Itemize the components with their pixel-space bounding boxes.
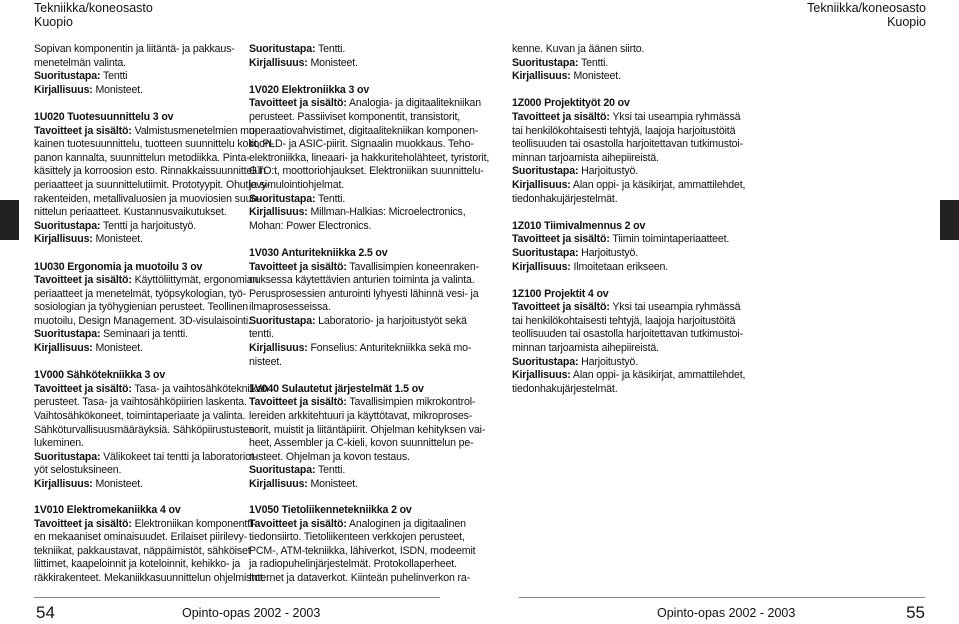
- course-title: 1U020 Tuotesuunnittelu 3 ov: [34, 110, 174, 123]
- body-text-line: en mekaaniset ominaisuudet. Erilaiset piirilevy-: [34, 531, 248, 544]
- running-header-right: [807, 1, 926, 29]
- footer-rule-left: [34, 597, 440, 598]
- field-value: Tentti.: [580, 56, 609, 69]
- field-line: [249, 396, 476, 410]
- field-value: Alan oppi- ja käsikirjat, ammattilehdet,: [572, 369, 746, 382]
- field-label: Suoritustapa:: [512, 56, 579, 69]
- field-line: [249, 478, 451, 492]
- body-text-line: käsittely ja korroosion esto. Rinnakkaissuunnittelun: [34, 165, 266, 178]
- body-text-line: Perusprosessien anturointi lyhyesti lähinnä vesi- ja: [249, 287, 479, 300]
- body-text-line: GTO:t, moottoriohjaukset. Elektroniikan suunnittelu-: [249, 165, 484, 178]
- body-text-line: panon kannalta, suunnittelun metodiikka. Pinta-: [34, 151, 250, 164]
- body-text-line: nittelun periaatteet. Kustannusvaikutukset.: [34, 206, 227, 219]
- paragraph-gap: [249, 369, 451, 383]
- field-line: [249, 260, 479, 275]
- field-line: [249, 57, 451, 71]
- body-text-line: kenne. Kuvan ja äänen siirto.: [512, 43, 645, 55]
- field-label: Kirjallisuus:: [249, 56, 308, 69]
- field-line: [34, 274, 259, 288]
- field-line: [34, 517, 256, 532]
- field-label: Kirjallisuus:: [34, 233, 93, 246]
- body-text-line: tentti.: [249, 328, 274, 341]
- body-text-line: kainen tuotesuunnittelu, tuotteen suunnittelu kokoon-: [34, 138, 275, 151]
- field-value: Laboratorio- ja harjoitustyöt sekä: [318, 314, 467, 327]
- body-text-line: tit, PLD- ja ASIC-piirit. Signaalin muokkaus. Teho-: [249, 138, 474, 151]
- body-text-line: periaatteet ja menetelmät, työpsykologian, työ-: [34, 287, 247, 300]
- body-text-line: teollisuuden tai osastolla harjoitettavan tutkimustoi-: [512, 138, 743, 151]
- field-line: [249, 193, 451, 207]
- field-line: [512, 301, 741, 315]
- text-column-left-page-bottom: [34, 504, 266, 586]
- header-location: Kuopio: [34, 15, 73, 29]
- field-value: Harjoitustyö.: [581, 165, 639, 178]
- body-text-line: nuksessa käytettävien anturien toiminta ja valinta.: [249, 274, 475, 287]
- body-text-line: Sähköturvallisuusmääräyksiä. Sähköpiirustusten: [34, 423, 255, 436]
- field-label: Tavoitteet ja sisältö:: [34, 517, 132, 530]
- field-value: Monisteet.: [310, 56, 358, 69]
- header-location: Kuopio: [887, 15, 926, 29]
- field-line: [34, 70, 237, 84]
- field-value: Monisteet.: [95, 233, 143, 246]
- field-label: Tavoitteet ja sisältö:: [249, 97, 347, 110]
- body-text-line: sorit, muistit ja liitäntäpiirit. Ohjelman kehityksen vai-: [249, 423, 486, 436]
- course-title: 1Z100 Projektit 4 ov: [512, 287, 609, 300]
- field-value: Elektroniikan komponentti-: [134, 517, 256, 530]
- field-value: Monisteet.: [95, 478, 143, 490]
- paragraph-gap: [249, 70, 451, 84]
- body-text-line: tai henkilökohtaisesti tehtyjä, laajoja harjoitustöitä: [512, 314, 736, 327]
- body-text-line: lukeminen.: [34, 437, 84, 450]
- text-column-right-page: [512, 43, 746, 396]
- field-line: [34, 124, 258, 139]
- body-text-line: lereiden arkkitehtuuri ja käyttötavat, mikroproses-: [249, 410, 473, 423]
- body-text-line: PCM-, ATM-tekniikka, lähiverkot, ISDN, modeemit: [249, 544, 476, 557]
- field-value: Valmistusmenetelmien mu-: [134, 124, 258, 137]
- header-department: Tekniikka/koneosasto: [807, 1, 926, 15]
- body-text-line: Mohan: Power Electronics.: [249, 219, 372, 232]
- footer-title-left: Opinto-opas 2002 - 2003: [182, 606, 321, 620]
- running-header-left: [34, 1, 153, 29]
- body-text-line: ilmaprosesseissa.: [249, 301, 331, 314]
- field-label: Suoritustapa:: [249, 43, 316, 55]
- field-line: [512, 261, 716, 275]
- body-text-line: tai henkilökohtaisesti tehtyjä, laajoja harjoitustöitä: [512, 124, 736, 137]
- field-label: Kirjallisuus:: [512, 178, 571, 191]
- field-value: Seminaari ja tentti.: [103, 328, 188, 341]
- course-title: 1V000 Sähkötekniikka 3 ov: [34, 369, 166, 382]
- field-value: Analoginen ja digitaalinen: [348, 517, 466, 530]
- page-number-left: 54: [36, 603, 55, 622]
- field-line: [249, 464, 451, 478]
- body-text-line: räkkirakenteet. Mekaniikkasuunnittelun ohjelmistot.: [34, 571, 266, 584]
- body-text-line: heet, Assembler ja C-kieli, kovon suunnittelun pe-: [249, 437, 474, 450]
- thumb-index-tab-left: [0, 200, 19, 240]
- body-text-line: perusteet. Passiiviset komponentit, transistorit,: [249, 110, 461, 123]
- body-text-line: ja radiopuhelinjärjestelmät. Protokollaperheet.: [249, 558, 457, 571]
- field-line: [249, 314, 467, 329]
- body-text-line: teollisuuden tai osastolla harjoitettavan tutkimustoi-: [512, 328, 743, 341]
- field-label: Kirjallisuus:: [512, 260, 571, 273]
- paragraph-gap: [249, 233, 451, 247]
- body-text-line: minnan tarjoamista aihepiireistä.: [512, 151, 659, 164]
- body-text-line: Sopivan komponentin ja liitäntä- ja pakkaus-: [34, 43, 235, 55]
- field-line: [512, 57, 716, 71]
- field-line: [249, 206, 466, 220]
- text-column-left-page-second: [249, 43, 490, 492]
- course-title: 1Z010 Tiimivalmennus 2 ov: [512, 219, 646, 232]
- field-value: Tiimin toimintaperiaatteet.: [612, 233, 730, 246]
- paragraph-gap: [512, 84, 716, 98]
- footer-title-right: Opinto-opas 2002 - 2003: [657, 606, 796, 620]
- field-value: Monisteet.: [95, 83, 143, 96]
- field-line: [34, 478, 237, 492]
- field-label: Tavoitteet ja sisältö:: [34, 382, 132, 395]
- field-label: Kirjallisuus:: [512, 70, 571, 83]
- text-column-left-page-second-bottom: [249, 504, 476, 586]
- field-line: [249, 517, 466, 532]
- field-value: Tentti.: [317, 43, 346, 55]
- field-line: [512, 178, 746, 193]
- field-line: [512, 165, 716, 179]
- body-text-line: ja simulointiohjelmat.: [249, 178, 345, 191]
- paragraph-gap: [34, 356, 237, 370]
- field-line: [249, 43, 451, 57]
- field-value: Yksi tai useampia ryhmässä: [612, 110, 741, 123]
- paragraph-gap: [34, 97, 237, 111]
- field-label: Tavoitteet ja sisältö:: [512, 110, 610, 123]
- field-label: Kirjallisuus:: [249, 206, 308, 219]
- field-value: Käyttöliittymät, ergonomian: [134, 274, 259, 287]
- paragraph-gap: [512, 206, 716, 220]
- field-label: Tavoitteet ja sisältö:: [249, 517, 347, 530]
- body-text-line: muotoilu, Design Management. 3D-visulaisointi.: [34, 314, 251, 327]
- field-label: Suoritustapa:: [512, 355, 579, 368]
- course-title: 1V010 Elektromekaniikka 4 ov: [34, 504, 181, 516]
- field-line: [34, 84, 237, 98]
- field-value: Monisteet.: [95, 342, 143, 355]
- field-value: Tavallisimpien mikrokontrol-: [349, 396, 476, 409]
- body-text-line: elektroniikka, lineaari- ja hakkuriteholähteet, tyristorit,: [249, 151, 490, 164]
- body-text-line: rakenteiden, metallivaluosien ja muoviosien suun-: [34, 192, 261, 205]
- field-value: Tentti.: [317, 192, 346, 205]
- body-text-line: menetelmän valinta.: [34, 56, 126, 69]
- course-title: 1V020 Elektroniikka 3 ov: [249, 83, 370, 96]
- field-label: Suoritustapa:: [512, 165, 579, 178]
- body-text-line: periaatteet ja suunnittelutiimit. Prototyypit. Ohutlevy-: [34, 178, 270, 191]
- field-line: [512, 369, 746, 383]
- field-label: Kirjallisuus:: [249, 342, 308, 355]
- body-text-line: tiedonsiirto. Tietoliikenteen verkkojen perusteet,: [249, 531, 465, 544]
- body-text-line: tiedonhakujärjestelmät.: [512, 192, 618, 205]
- field-value: Fonselius: Anturitekniikka sekä mo-: [310, 342, 472, 355]
- body-text-line: Internet ja dataverkot. Kiinteän puhelinverkon ra-: [249, 571, 470, 584]
- field-label: Kirjallisuus:: [512, 369, 571, 382]
- field-label: Kirjallisuus:: [34, 83, 93, 96]
- course-title: 1V030 Anturitekniikka 2.5 ov: [249, 246, 388, 259]
- field-value: Ilmoitetaan erikseen.: [573, 260, 669, 273]
- field-line: [512, 110, 741, 125]
- field-value: Harjoitustyö.: [581, 355, 639, 368]
- body-text-line: operaatiovahvistimet, digitaalitekniikan komponen-: [249, 124, 479, 137]
- field-line: [512, 70, 716, 84]
- field-line: [512, 247, 716, 261]
- field-line: [34, 220, 237, 234]
- field-line: [512, 356, 716, 370]
- text-column-left-page: [34, 43, 275, 492]
- field-value: Tentti ja harjoitustyö.: [102, 219, 197, 232]
- field-line: [249, 97, 481, 111]
- field-line: [34, 328, 237, 342]
- body-text-line: rusteet. Ohjelman ja kovon testaus.: [249, 450, 410, 463]
- field-value: Tavallisimpien koneenraken-: [349, 260, 479, 273]
- field-line: [34, 233, 237, 247]
- field-line: [34, 450, 258, 465]
- footer-rule-right: [519, 597, 925, 598]
- field-value: Monisteet.: [573, 70, 621, 83]
- field-line: [34, 382, 269, 397]
- body-text-line: nisteet.: [249, 355, 282, 368]
- field-label: Suoritustapa:: [34, 450, 101, 463]
- field-value: Monisteet.: [310, 478, 358, 490]
- field-label: Suoritustapa:: [249, 464, 316, 477]
- field-label: Suoritustapa:: [249, 192, 316, 205]
- field-label: Kirjallisuus:: [249, 478, 308, 490]
- field-label: Kirjallisuus:: [34, 478, 93, 490]
- course-title: 1V050 Tietoliikennetekniikka 2 ov: [249, 504, 412, 516]
- paragraph-gap: [512, 274, 716, 288]
- body-text-line: tekniikat, pakkaustavat, näppäimistöt, sähköiset: [34, 544, 251, 557]
- field-value: Tasa- ja vaihtosähkötekniikan: [134, 382, 269, 395]
- field-label: Suoritustapa:: [34, 70, 101, 83]
- field-label: Tavoitteet ja sisältö:: [34, 124, 132, 137]
- field-label: Tavoitteet ja sisältö:: [512, 301, 610, 314]
- field-label: Tavoitteet ja sisältö:: [512, 233, 610, 246]
- course-title: 1U030 Ergonomia ja muotoilu 3 ov: [34, 260, 203, 273]
- field-value: Alan oppi- ja käsikirjat, ammattilehdet,: [572, 178, 746, 191]
- field-value: Tentti.: [317, 464, 346, 477]
- field-label: Suoritustapa:: [512, 246, 579, 259]
- field-label: Tavoitteet ja sisältö:: [249, 260, 347, 273]
- header-department: Tekniikka/koneosasto: [34, 1, 153, 15]
- body-text-line: liittimet, kaapeloinnit ja koteloinnit, kehikko- ja: [34, 558, 241, 571]
- field-label: Tavoitteet ja sisältö:: [249, 396, 347, 409]
- page-number-right: 55: [906, 603, 925, 622]
- course-title: 1Z000 Projektityöt 20 ov: [512, 97, 630, 110]
- field-label: Tavoitteet ja sisältö:: [34, 274, 132, 287]
- field-line: [34, 342, 237, 356]
- field-label: Suoritustapa:: [34, 328, 101, 341]
- body-text-line: sosiologian ja työhygienian perusteet. Teollinen: [34, 301, 249, 314]
- field-label: Kirjallisuus:: [34, 342, 93, 355]
- field-value: Välikokeet tai tentti ja laboratoriot-: [103, 450, 258, 463]
- thumb-index-tab-right: [940, 200, 959, 240]
- field-label: Suoritustapa:: [34, 219, 101, 232]
- field-label: Suoritustapa:: [249, 314, 316, 327]
- field-value: Analogia- ja digitaalitekniikan: [348, 97, 481, 110]
- field-line: [512, 233, 730, 247]
- field-value: Harjoitustyö.: [581, 246, 639, 259]
- body-text-line: perusteet. Tasa- ja vaihtosähköpiirien laskenta.: [34, 396, 247, 409]
- body-text-line: minnan tarjoamista aihepiireistä.: [512, 342, 659, 355]
- field-value: Tentti: [102, 70, 128, 83]
- field-value: Yksi tai useampia ryhmässä: [612, 301, 741, 314]
- body-text-line: tiedonhakujärjestelmät.: [512, 382, 618, 395]
- body-text-line: Vaihtosähkökoneet, toimintaperiaate ja valinta.: [34, 410, 246, 423]
- course-title: 1V040 Sulautetut järjestelmät 1.5 ov: [249, 382, 424, 395]
- field-value: Millman-Halkias: Microelectronics,: [310, 206, 466, 219]
- field-line: [249, 342, 472, 356]
- body-text-line: yöt selostuksineen.: [34, 464, 122, 477]
- paragraph-gap: [34, 247, 237, 261]
